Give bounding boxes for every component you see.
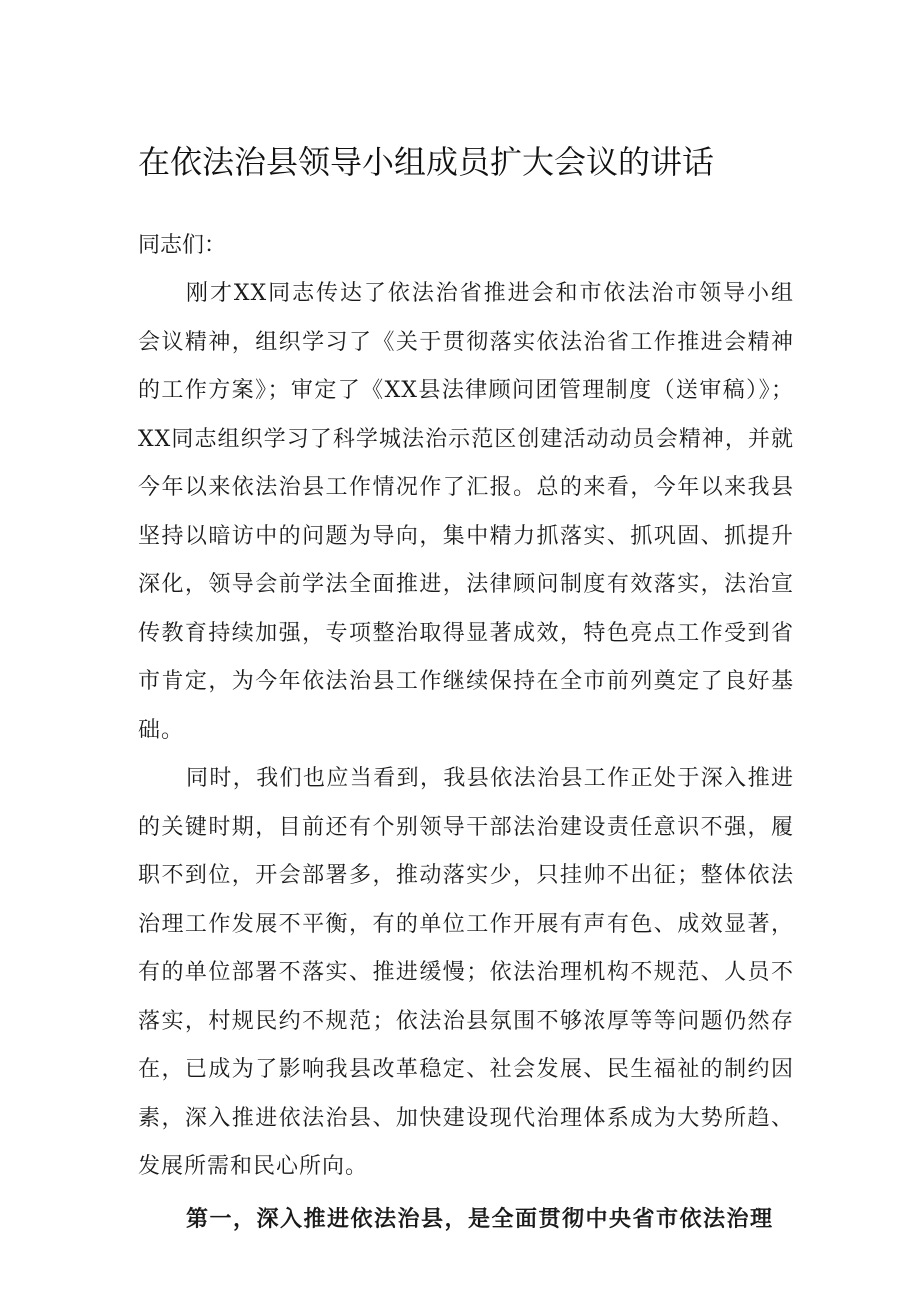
salutation: 同志们： xyxy=(138,233,227,258)
section-heading-first: 第一，深入推进依法治县，是全面贯彻中央省市依法治理 xyxy=(186,1206,774,1232)
paragraph-1: 刚才XX同志传达了依法治省推进会和市依法治市领导小组会议精神，组织学习了《关于贯彻落实依法治省工作推进会精神的工作方案》；审定了《XX县法律顾问团管理制度（送审稿）》；XX同志组织学习了科学城法治示范区创建活动动员会精神，并就今年以来依法治县工作情况作了汇报。总的来看，今年以来我县坚持以暗访中的问题为导向，集中精力抓落实、抓巩固、抓提升深化，领导会前学法全面推进，法律顾问制度有效落实，法治宣传教育持续加强，专项整治取得显著成效，特色亮点工作受到省市肯定，为今年依法治县工作继续保持在全市前列奠定了良好基础。 xyxy=(138,281,794,743)
paragraph-2: 同时，我们也应当看到，我县依法治县工作正处于深入推进的关键时期，目前还有个别领导干部法治建设责任意识不强，履职不到位，开会部署多，推动落实少，只挂帅不出征；整体依法治理工作发展不平衡，有的单位工作开展有声有色、成效显著，有的单位部署不落实、推进缓慢；依法治理机构不规范、人员不落实，村规民约不规范；依法治县氛围不够浓厚等等问题仍然存在，已成为了影响我县改革稳定、社会发展、民生福祉的制约因素，深入推进依法治县、加快建设现代治理体系成为大势所趋、发展所需和民心所向。 xyxy=(138,766,794,1179)
document-title: 在依法治县领导小组成员扩大会议的讲话 xyxy=(138,143,715,181)
document-body xyxy=(138,222,794,1244)
